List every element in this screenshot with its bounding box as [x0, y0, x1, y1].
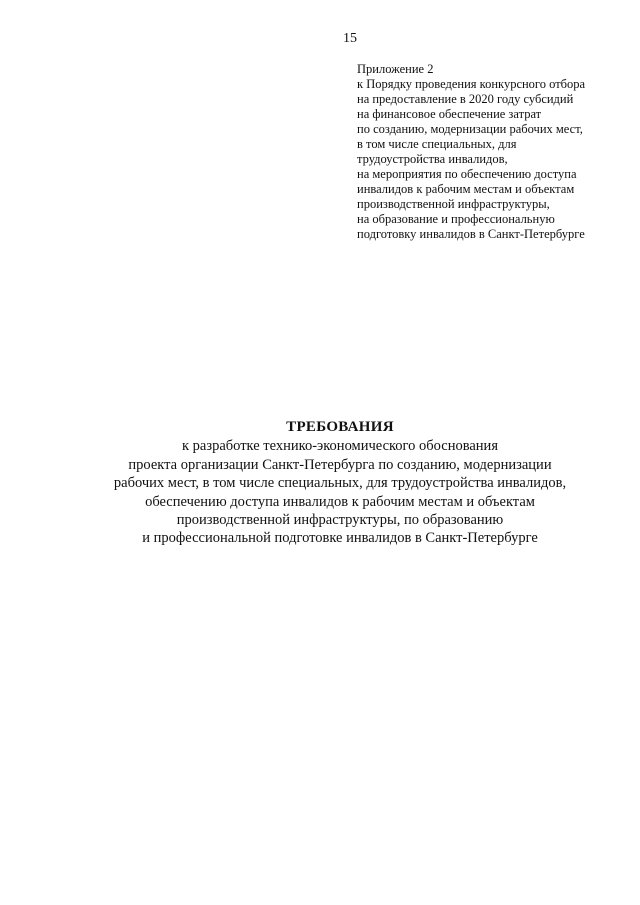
appendix-line: трудоустройства инвалидов,	[357, 152, 508, 166]
requirements-heading	[40, 418, 640, 548]
appendix-line: Приложение 2	[357, 62, 434, 76]
requirements-subtitle-line: и профессиональной подготовке инвалидов в Санкт-Петербурге	[142, 530, 538, 547]
appendix-line: на предоставление в 2020 году субсидий	[357, 92, 574, 106]
requirements-subtitle-line: к разработке технико-экономического обоснования	[182, 438, 498, 455]
requirements-subtitle-line: производственной инфраструктуры, по образованию	[176, 512, 504, 529]
requirements-subtitle-line: рабочих мест, в том числе специальных, для трудоустройства инвалидов,	[113, 475, 567, 492]
appendix-line: на финансовое обеспечение затрат	[357, 107, 542, 121]
page-number: 15	[343, 31, 357, 46]
appendix-line: подготовку инвалидов в Санкт-Петербурге	[357, 227, 585, 241]
requirements-title: ТРЕБОВАНИЯ	[286, 419, 394, 435]
appendix-header	[357, 62, 627, 242]
appendix-line: производственной инфраструктуры,	[357, 197, 550, 211]
appendix-line: в том числе специальных, для	[357, 137, 517, 151]
appendix-line: к Порядку проведения конкурсного отбора	[357, 77, 586, 91]
requirements-subtitle-line: обеспечению доступа инвалидов к рабочим местам и объектам	[145, 493, 535, 510]
appendix-line: инвалидов к рабочим местам и объектам	[357, 182, 575, 196]
appendix-line: по созданию, модернизации рабочих мест,	[357, 122, 583, 136]
appendix-line: на мероприятия по обеспечению доступа	[357, 167, 577, 181]
appendix-line: на образование и профессиональную	[357, 212, 555, 226]
requirements-subtitle-line: проекта организации Санкт-Петербурга по созданию, модернизации	[128, 456, 552, 473]
